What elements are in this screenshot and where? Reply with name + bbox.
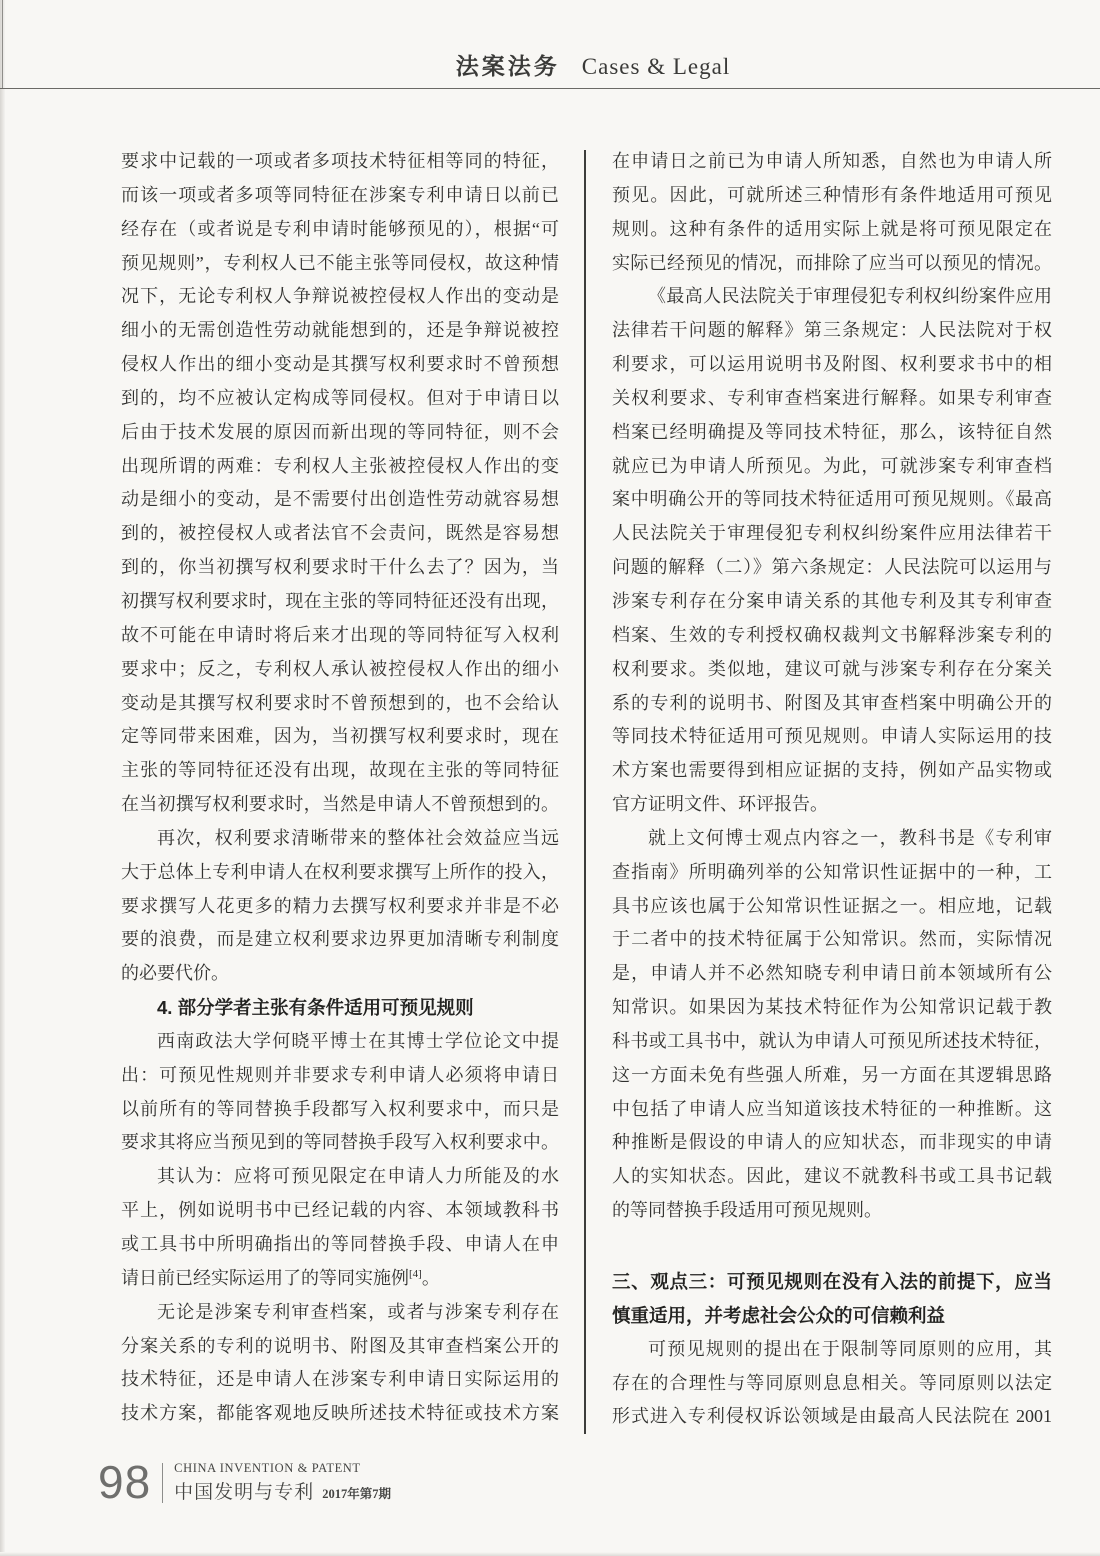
journal-info xyxy=(174,1461,391,1504)
text-line: 查指南》所明确列举的公知常识性证据中的一种，工 xyxy=(612,861,1052,882)
text-line: 平上，例如说明书中已经记载的内容、本领域教科书 xyxy=(121,1200,559,1221)
text-line: 涉案专利存在分案申请关系的其他专利及其专利审查 xyxy=(612,590,1052,611)
text-line: 的等同替换手段适用可预见规则。 xyxy=(612,1200,882,1221)
text-line: 预见。因此，可就所述三种情形有条件地适用可预见 xyxy=(612,184,1052,205)
text-line: 要求中；反之，专利权人承认被控侵权人作出的细小 xyxy=(121,658,559,679)
column-divider xyxy=(584,150,586,1434)
text-line: 权利要求。类似地，建议可就与涉案专利存在分案关 xyxy=(612,658,1052,679)
text-line: 无论是涉案专利审查档案，或者与涉案专利存在 xyxy=(157,1301,559,1322)
text-line: 实际已经预见的情况，而排除了应当可以预见的情况。 xyxy=(612,252,1052,273)
text-line: 技术特征，还是申请人在涉案专利申请日实际运用的 xyxy=(121,1369,559,1390)
text-line: 具书应该也属于公知常识性证据之一。相应地，记载 xyxy=(612,895,1052,916)
text-line: 侵权人作出的细小变动是其撰写权利要求时不曾预想 xyxy=(121,354,559,375)
text-line: 等同技术特征适用可预见规则。申请人实际运用的技 xyxy=(612,726,1052,747)
text-line: 档案、生效的专利授权确权裁判文书解释涉案专利的 xyxy=(612,624,1052,645)
text-line: 以前所有的等同替换手段都写入权利要求中，而只是 xyxy=(121,1098,559,1119)
text-line: 问题的解释（二）》第六条规定：人民法院可以运用与 xyxy=(612,557,1052,578)
text-line: 《最高人民法院关于审理侵犯专利权纠纷案件应用 xyxy=(648,286,1052,307)
text-line: 分案关系的专利的说明书、附图及其审查档案公开的 xyxy=(121,1335,559,1356)
text-line: 要求中记载的一项或者多项技术特征相等同的特征， xyxy=(121,151,559,171)
text-line: 到的，被控侵权人或者法官不会责问，既然是容易想 xyxy=(121,523,559,544)
heading-line: 慎重适用，并考虑社会公众的可信赖利益 xyxy=(612,1304,946,1326)
journal-name-en: CHINA INVENTION & PATENT xyxy=(174,1461,361,1475)
text-line: 官方证明文件、环评报告。 xyxy=(612,794,828,815)
text-line: 初撰写权利要求时，现在主张的等同特征还没有出现， xyxy=(121,590,559,611)
text-line: 这一方面未免有些强人所难，另一方面在其逻辑思路 xyxy=(612,1064,1052,1085)
footnote-ref: [4] xyxy=(409,1267,422,1280)
heading-line: 4. 部分学者主张有条件适用可预见规则 xyxy=(157,997,474,1019)
text-line: 到的，均不应被认定构成等同侵权。但对于申请日以 xyxy=(121,387,559,408)
text-line: 的必要代价。 xyxy=(121,963,229,984)
journal-name-row xyxy=(174,1477,391,1504)
text-line: 科书或工具书中，就认为申请人可预见所述技术特征， xyxy=(612,1030,1052,1051)
footer-divider xyxy=(162,1463,163,1503)
text-line: 出：可预见性规则并非要求专利申请人必须将申请日 xyxy=(121,1064,559,1085)
journal-name-zh: 中国发明与专利 xyxy=(174,1482,315,1503)
text-line: 要的浪费，而是建立权利要求边界更加清晰专利制度 xyxy=(121,929,559,950)
text-line: 主张的等同特征还没有出现，故现在主张的等同特征 xyxy=(121,760,559,781)
journal-issue: 2017年第7期 xyxy=(322,1487,391,1501)
text-line: 而该一项或者多项等同特征在涉案专利申请日以前已 xyxy=(121,184,559,205)
text-line: 法律若干问题的解释》第三条规定：人民法院对于权 xyxy=(612,320,1052,341)
section-title-en: Cases & Legal xyxy=(581,54,731,79)
text-line: 后由于技术发展的原因而新出现的等同特征，则不会 xyxy=(121,421,559,442)
text-line: 种推断是假设的申请人的应知状态，而非现实的申请 xyxy=(612,1132,1052,1153)
text-line: 动是细小的变动，是不需要付出创造性劳动就容易想 xyxy=(121,489,559,510)
text-line: 请日前已经实际运用了的等同实施例[4]。 xyxy=(121,1267,440,1288)
text-line: 其认为：应将可预见限定在申请人力所能及的水 xyxy=(157,1166,559,1187)
text-line: 人的实知状态。因此，建议不就教科书或工具书记载 xyxy=(612,1166,1052,1187)
text-line: 经存在（或者说是专利申请时能够预见的），根据“可 xyxy=(121,218,559,239)
page-bottom-shadow xyxy=(0,1552,1100,1556)
text-line: 术方案也需要得到相应证据的支持，例如产品实物或 xyxy=(612,760,1052,781)
text-line: 故不可能在申请时将后来才出现的等同特征写入权利 xyxy=(121,624,559,645)
text-line: 再次，权利要求清晰带来的整体社会效益应当远 xyxy=(157,827,559,848)
page-edge-shadow xyxy=(0,0,5,1556)
text-line: 变动是其撰写权利要求时不曾预想到的，也不会给认 xyxy=(121,692,559,713)
text-line: 预见规则”，专利权人已不能主张等同侵权，故这种情 xyxy=(121,252,559,273)
text-line: 在申请日之前已为申请人所知悉，自然也为申请人所 xyxy=(612,151,1052,171)
page-footer xyxy=(98,1456,391,1508)
text-line: 利要求，可以运用说明书及附图、权利要求书中的相 xyxy=(612,354,1052,375)
text-line: 出现所谓的两难：专利权人主张被控侵权人作出的变 xyxy=(121,455,559,476)
text-line: 中包括了申请人应当知道该技术特征的一种推断。这 xyxy=(612,1098,1052,1119)
text-line: 存在的合理性与等同原则息息相关。等同原则以法定 xyxy=(612,1372,1052,1393)
text-line: 关权利要求、专利审查档案进行解释。如果专利审查 xyxy=(612,387,1052,408)
heading-line: 三、观点三：可预见规则在没有入法的前提下，应当 xyxy=(612,1271,1052,1292)
text-line: 就应已为申请人所预见。为此，可就涉案专利审查档 xyxy=(612,455,1052,476)
text-line: 是，申请人并不必然知晓专利申请日前本领域所有公 xyxy=(612,963,1052,984)
text-line: 定等同带来困难，因为，当初撰写权利要求时，现在 xyxy=(121,726,559,747)
text-line: 人民法院关于审理侵犯专利权纠纷案件应用法律若干 xyxy=(612,523,1052,544)
text-line: 况下，无论专利权人争辩说被控侵权人作出的变动是 xyxy=(121,286,559,307)
right-column xyxy=(612,145,1052,1434)
text-line: 或工具书中所明确指出的等同替换手段、申请人在申 xyxy=(121,1234,559,1254)
text-line: 要求其将应当预见到的等同替换手段写入权利要求中。 xyxy=(121,1132,559,1153)
section-title-zh: 法案法务 xyxy=(455,53,560,79)
page-header xyxy=(0,48,1100,81)
text-line: 案中明确公开的等同技术特征适用可预见规则。《最高 xyxy=(612,489,1052,510)
text-line: 系的专利的说明书、附图及其审查档案中明确公开的 xyxy=(612,692,1052,713)
text-line: 于二者中的技术特征属于公知常识。然而，实际情况 xyxy=(612,929,1052,950)
left-column xyxy=(121,145,559,1431)
page-number: 98 xyxy=(98,1456,152,1508)
header-rule xyxy=(0,88,1100,89)
text-line: 在当初撰写权利要求时，当然是申请人不曾预想到的。 xyxy=(121,794,559,815)
text-line: 技术方案，都能客观地反映所述技术特征或技术方案 xyxy=(121,1403,559,1424)
text-line: 知常识。如果因为某技术特征作为公知常识记载于教 xyxy=(612,997,1052,1018)
text-line: 形式进入专利侵权诉讼领域是由最高人民法院在 2001 xyxy=(612,1406,1052,1427)
text-line: 西南政法大学何晓平博士在其博士学位论文中提 xyxy=(157,1030,559,1051)
text-line: 细小的无需创造性劳动就能想到的，还是争辩说被控 xyxy=(121,320,559,341)
text-line: 要求撰写人花更多的精力去撰写权利要求并非是不必 xyxy=(121,895,559,916)
text-line: 档案已经明确提及等同技术特征，那么，该特征自然 xyxy=(612,421,1052,442)
text-line: 大于总体上专利申请人在权利要求撰写上所作的投入， xyxy=(121,861,559,882)
text-line: 到的，你当初撰写权利要求时干什么去了？因为，当 xyxy=(121,557,559,578)
text-line: 可预见规则的提出在于限制等同原则的应用，其 xyxy=(648,1338,1052,1359)
text-line: 规则。这种有条件的适用实际上就是将可预见限定在 xyxy=(612,218,1052,239)
text-line: 就上文何博士观点内容之一，教科书是《专利审 xyxy=(648,827,1052,848)
